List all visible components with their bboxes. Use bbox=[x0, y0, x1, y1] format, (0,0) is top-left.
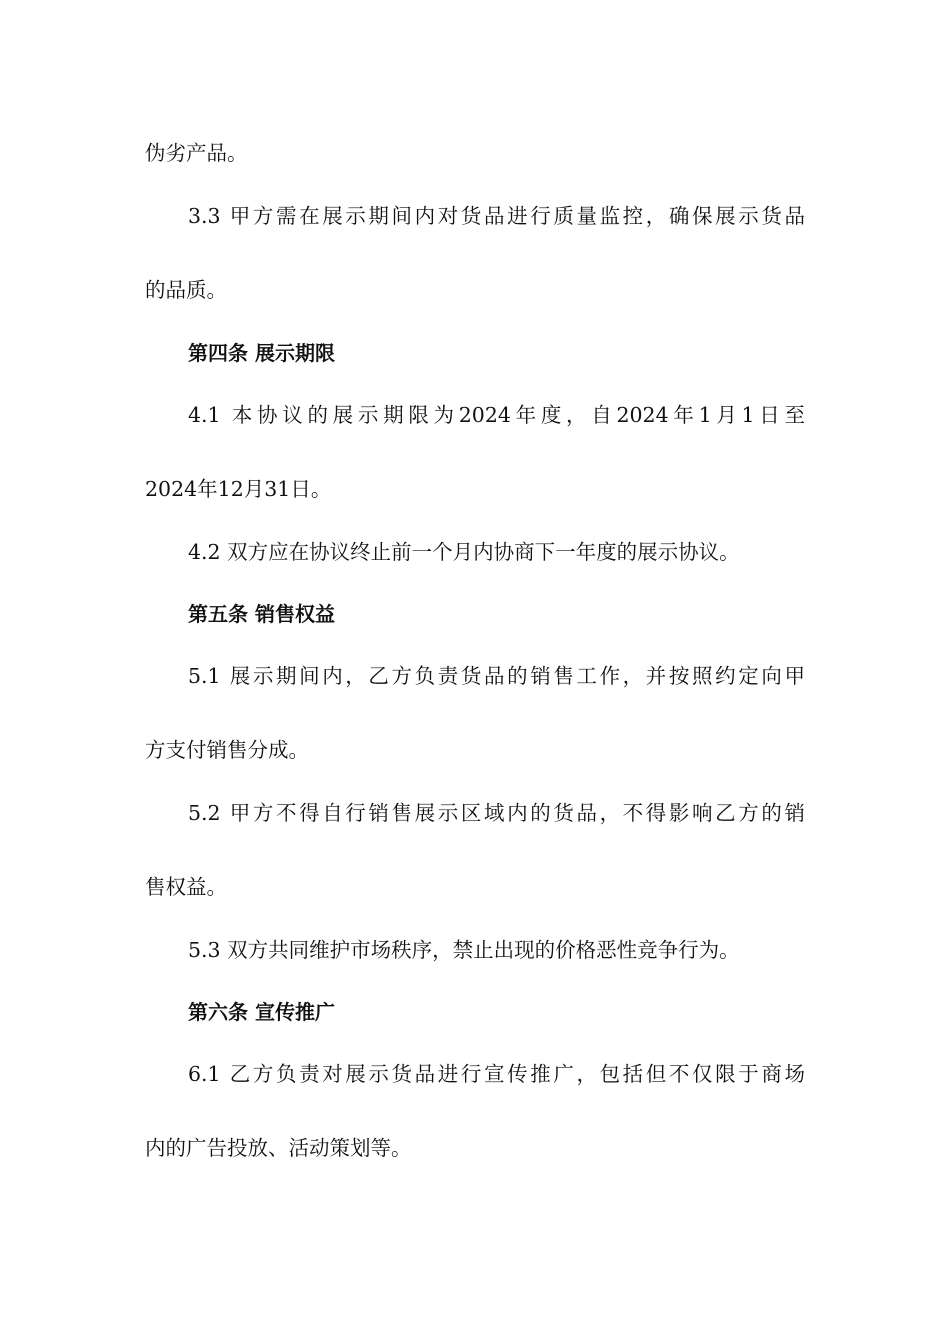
clause-3-3: 3.3 甲方需在展示期间内对货品进行质量监控，确保展示货品 bbox=[188, 204, 805, 228]
clause-5-1: 5.1 展示期间内，乙方负责货品的销售工作，并按照约定向甲 bbox=[188, 664, 805, 688]
clause-6-1: 6.1 乙方负责对展示货品进行宣传推广，包括但不仅限于商场 bbox=[188, 1062, 805, 1086]
clause-4-1: 4.1 本协议的展示期限为2024年度，自2024年1月1日至 bbox=[188, 403, 805, 427]
section-heading-article-5: 第五条 销售权益 bbox=[188, 602, 335, 626]
section-heading-article-6: 第六条 宣传推广 bbox=[188, 1000, 335, 1024]
clause-4-1-continuation: 2024年12月31日。 bbox=[145, 477, 332, 501]
clause-4-2: 4.2 双方应在协议终止前一个月内协商下一年度的展示协议。 bbox=[188, 540, 740, 564]
clause-5-2: 5.2 甲方不得自行销售展示区域内的货品，不得影响乙方的销 bbox=[188, 801, 805, 825]
clause-5-2-continuation: 售权益。 bbox=[145, 875, 227, 899]
clause-3-3-continuation: 的品质。 bbox=[145, 278, 227, 302]
section-heading-article-4: 第四条 展示期限 bbox=[188, 341, 335, 365]
clause-6-1-continuation: 内的广告投放、活动策划等。 bbox=[145, 1136, 412, 1160]
clause-5-1-continuation: 方支付销售分成。 bbox=[145, 738, 309, 762]
paragraph-continuation: 伪劣产品。 bbox=[145, 141, 248, 165]
clause-5-3: 5.3 双方共同维护市场秩序，禁止出现的价格恶性竞争行为。 bbox=[188, 938, 740, 962]
